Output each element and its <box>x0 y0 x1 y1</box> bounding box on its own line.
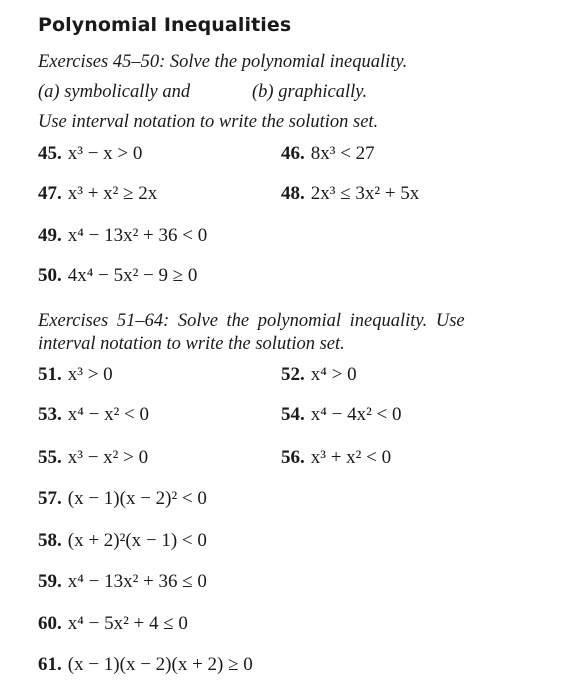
exercise-55 <box>38 447 148 469</box>
exercise-47 <box>38 183 157 205</box>
exercise-59 <box>38 571 207 593</box>
exercise-expression: x³ > 0 <box>67 364 113 385</box>
exercise-50 <box>38 265 197 287</box>
exercise-61 <box>38 654 253 676</box>
section2-heading-line1: Exercises 51–64: Solve the polynomial inequality. Use <box>38 311 465 331</box>
exercise-number: 53. <box>38 404 62 425</box>
exercise-number: 46. <box>281 143 305 164</box>
page-title: Polynomial Inequalities <box>38 14 292 36</box>
exercise-56 <box>281 447 391 469</box>
exercise-number: 56. <box>281 447 305 468</box>
exercise-expression: (x − 1)(x − 2)² < 0 <box>67 488 207 509</box>
exercise-number: 59. <box>38 571 62 592</box>
exercise-number: 48. <box>281 183 305 204</box>
exercise-49 <box>38 225 207 247</box>
exercise-expression: (x + 2)²(x − 1) < 0 <box>67 530 207 551</box>
exercise-expression: x⁴ − x² < 0 <box>67 404 150 425</box>
part-a-label: (a) symbolically and <box>38 82 191 102</box>
exercise-expression: x³ − x² > 0 <box>67 447 149 468</box>
exercise-number: 61. <box>38 654 62 675</box>
exercise-number: 52. <box>281 364 305 385</box>
exercise-51 <box>38 364 113 386</box>
exercise-expression: x⁴ − 5x² + 4 ≤ 0 <box>67 613 188 634</box>
exercise-number: 57. <box>38 488 62 509</box>
section2-heading-line2: interval notation to write the solution set. <box>38 334 345 354</box>
exercise-number: 49. <box>38 225 62 246</box>
section1-instruction: Use interval notation to write the solution set. <box>38 112 379 132</box>
exercise-expression: 8x³ < 27 <box>310 143 375 164</box>
section1-heading: Exercises 45–50: Solve the polynomial inequality. <box>38 52 408 72</box>
exercise-number: 45. <box>38 143 62 164</box>
exercise-expression: x³ − x > 0 <box>67 143 143 164</box>
exercise-60 <box>38 613 188 635</box>
exercise-57 <box>38 488 207 510</box>
exercise-expression: x³ + x² < 0 <box>310 447 392 468</box>
exercise-expression: x⁴ − 13x² + 36 ≤ 0 <box>67 571 207 592</box>
exercise-54 <box>281 404 402 426</box>
exercise-expression: (x − 1)(x − 2)(x + 2) ≥ 0 <box>67 654 253 675</box>
exercise-58 <box>38 530 207 552</box>
exercise-expression: x³ + x² ≥ 2x <box>67 183 158 204</box>
exercise-expression: x⁴ − 13x² + 36 < 0 <box>67 225 208 246</box>
exercise-number: 51. <box>38 364 62 385</box>
exercise-52 <box>281 364 357 386</box>
exercise-expression: x⁴ > 0 <box>310 364 357 385</box>
exercise-number: 47. <box>38 183 62 204</box>
exercise-number: 58. <box>38 530 62 551</box>
exercise-number: 54. <box>281 404 305 425</box>
exercise-number: 55. <box>38 447 62 468</box>
exercise-expression: 4x⁴ − 5x² − 9 ≥ 0 <box>67 265 198 286</box>
exercise-expression: x⁴ − 4x² < 0 <box>310 404 402 425</box>
exercise-46 <box>281 143 375 165</box>
exercise-number: 50. <box>38 265 62 286</box>
exercise-48 <box>281 183 419 205</box>
exercise-number: 60. <box>38 613 62 634</box>
exercise-expression: 2x³ ≤ 3x² + 5x <box>310 183 420 204</box>
exercise-53 <box>38 404 149 426</box>
part-b-label: (b) graphically. <box>252 82 368 102</box>
exercise-45 <box>38 143 142 165</box>
